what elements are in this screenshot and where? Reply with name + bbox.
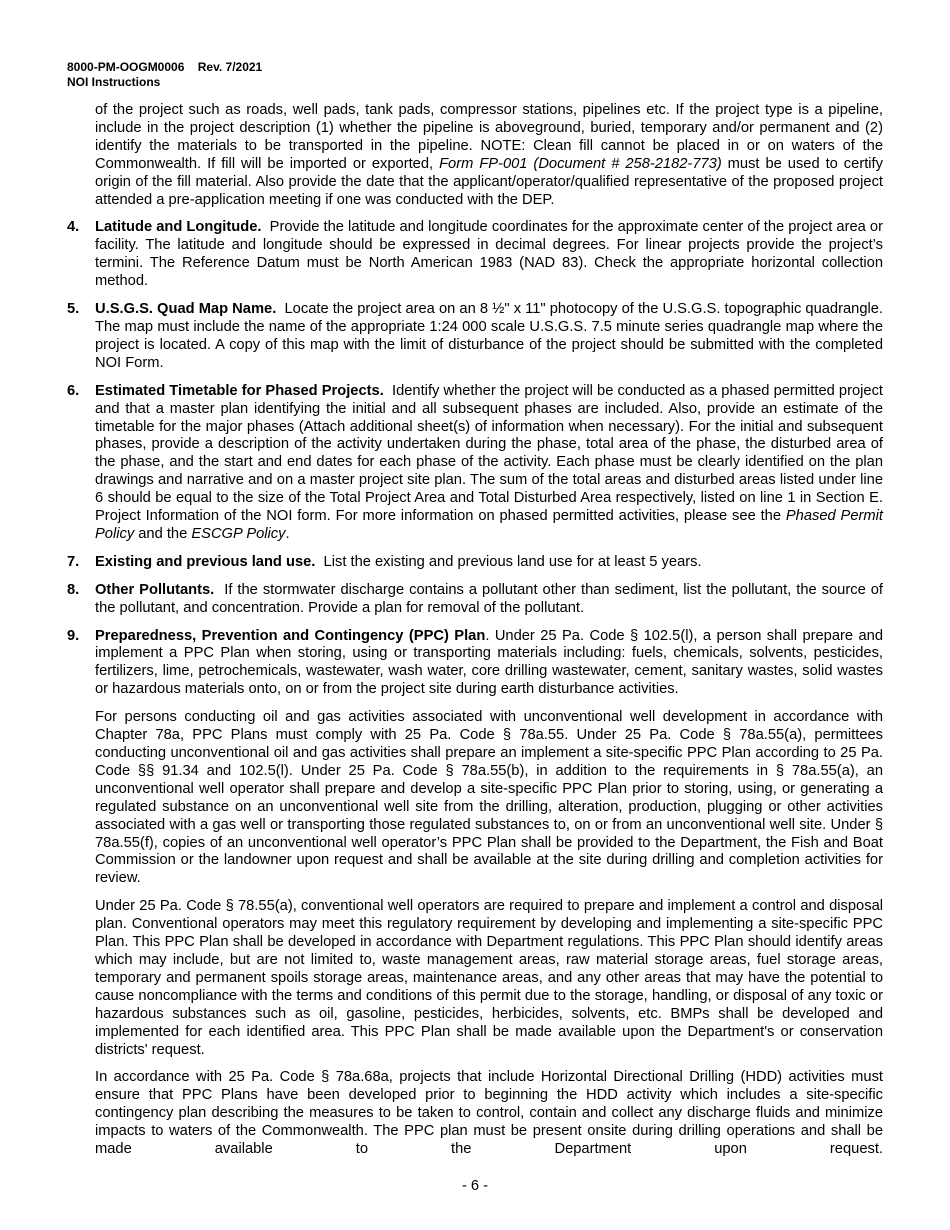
- item-number: 7.: [67, 553, 80, 570]
- item-number: 8.: [67, 581, 80, 598]
- item-title: Other Pollutants.: [95, 581, 215, 598]
- continuation-paragraph: of the project such as roads, well pads, tank pads, compressor stations, pipelines etc. If the project type is a pipeline, include in the project description (1) whether the pipeline is aboveground, buried, temporary and/or permanent and (2) identify the materials to be transported in the pipeline. NOTE: Clean fill cannot be placed in or on waters of the Commonwealth. If fill will be imported or exported, Form FP-001 (Document # 258-2182-773) must be used to certify origin of the fill material. Also provide the date that the applicant/operator/qualified representative of the proposed project attended a pre-application meeting if one was conducted with the DEP.: [95, 102, 883, 208]
- item-latitude-longitude: [67, 219, 883, 291]
- item-quad-map-name: [67, 301, 883, 373]
- item-number: 5.: [67, 301, 80, 318]
- document-header: [67, 60, 262, 90]
- item-title: Estimated Timetable for Phased Projects.: [95, 382, 384, 399]
- form-reference: Form FP-001 (Document # 258-2182-773): [439, 155, 722, 172]
- page-number: - 6 -: [461, 1178, 489, 1194]
- item-text: Identify whether the project will be conducted as a phased permitted project and that a master plan identifying the initial and all subsequent phases are included. Also, provide an estimate of the timetable for the major phases (Attach additional sheet(s) of information when necessary). For the initial and subsequent phases, provide a description of the activity undertaken during the phase, total area of the phase, the disturbed area of the phase, and the start and end dates for each phase of the activity. Each phase must be clearly identified on the plan drawings and narrative and on a master project site plan. The sum of the total areas and disturbed areas listed under line 6 should be equal to the size of the Total Project Area and Total Disturbed Area respectively, listed on line 1 in Section E. Project Information of the NOI form. For more information on phased permitted activities, please see the: [95, 382, 883, 525]
- item-land-use: [67, 553, 883, 572]
- item-text: List the existing and previous land use for at least 5 years.: [323, 553, 702, 570]
- doc-number: 8000-PM-OOGM0006: [67, 60, 185, 74]
- item-title: Preparedness, Prevention and Contingency (PPC) Plan: [95, 627, 486, 644]
- item-title: Latitude and Longitude.: [95, 219, 262, 236]
- document-body: [67, 102, 883, 1169]
- item-title: U.S.G.S. Quad Map Name.: [95, 301, 277, 318]
- item-text: Locate the project area on an 8 ½" x 11" photocopy of the U.S.G.S. topographic quadrangle. The map must include the name of the appropriate 1:24 000 scale U.S.G.S. 7.5 minute series quadrangle map where the project is located. A copy of this map with the limit of disturbance of the project should be submitted with the completed NOI Form.: [95, 301, 883, 371]
- ppc-paragraph-unconventional: For persons conducting oil and gas activities associated with unconventional well development in accordance with Chapter 78a, PPC Plans must comply with 25 Pa. Code § 78a.55. Under 25 Pa. Code § 78a.55(a), permittees conducting unconventional oil and gas activities shall prepare an implement a site-specific PPC Plan according to 25 Pa. Code §§ 91.34 and 102.5(l). Under 25 Pa. Code § 78a.55(b), in addition to the requirements in § 78a.55(a), an unconventional well operator shall prepare and develop a site-specific PPC Plan prior to storing, using, or generating a regulated substance on an unconventional well site from the drilling, alteration, production, plugging or other activities associated with a gas well or transporting those regulated substances to, on or from an unconventional well site. Under § 78a.55(f), copies of an unconventional well operator’s PPC Plan shall be provided to the Department, the Fish and Boat Commission or the landowner upon request and shall be available at the site during drilling and completion activities for review.: [95, 709, 883, 887]
- doc-subtitle: NOI Instructions: [67, 75, 161, 89]
- item-text: Provide the latitude and longitude coordinates for the approximate center of the project area or facility. The latitude and longitude should be expressed in decimal degrees. For linear projects provide the project’s termini. The Reference Datum must be North American 1983 (NAD 83). Check the appropriate horizontal collection method.: [95, 219, 883, 290]
- ppc-paragraph-conventional: Under 25 Pa. Code § 78.55(a), conventional well operators are required to prepare and implement a control and disposal plan. Conventional operators may meet this regulatory requirement by developing and implementing a site-specific PPC Plan. This PPC Plan shall be developed in accordance with Department regulations. This PPC Plan should identify areas which may include, but are not limited to, waste management areas, raw material storage areas, fuel storage areas, temporary and permanent spoils storage areas, maintenance areas, and any other areas that may have the potential to cause noncompliance with the terms and conditions of this permit due to the storage, handling, or disposal of any toxic or hazardous substances such as oil, gasoline, pesticides, herbicides, solvents, etc. BMPs shall be developed and implemented for each identified area. This PPC Plan shall be made available upon the Department's or conservation districts' request.: [95, 898, 883, 1058]
- escgp-policy-ref: ESCGP Policy: [191, 525, 286, 542]
- item-number: 9.: [67, 627, 80, 644]
- item-text: If the stormwater discharge contains a pollutant other than sediment, list the pollutant, the source of the pollutant, and concentration. Provide a plan for removal of the pollutant.: [95, 581, 883, 616]
- item-other-pollutants: [67, 581, 883, 618]
- revision: Rev. 7/2021: [197, 60, 263, 74]
- item-number: 4.: [67, 219, 80, 236]
- item-phased-timetable: 6. Estimated Timetable for Phased Projects. Identify whether the project will be conducted as a phased permitted project and that a master plan identifying the initial and all subsequent phases are included. Also, provide an estimate of the timetable for the major phases (Attach additional sheet(s) of information when necessary). For the initial and subsequent phases, provide a description of the activity undertaken during the phase, total area of the phase, the disturbed area of the phase, and the start and end dates for each phase of the activity. Each phase must be clearly identified on the plan drawings and narrative and on a master project site plan. The sum of the total areas and disturbed areas listed under line 6 should be equal to the size of the Total Project Area and Total Disturbed Area respectively, listed on line 1 in Section E. Project Information of the NOI form. For more information on phased permitted activities, please see the Phased Permit Policy and the ESCGP Policy.: [67, 382, 883, 542]
- item-text: . Under 25 Pa. Code § 102.5(l), a person shall prepare and implement a PPC Plan when storing, using or transporting materials including: fuels, chemicals, solvents, pesticides, fertilizers, lime, petrochemicals, wastewater, wash water, core drilling wastewater, cement, sanitary wastes, solid wastes or hazardous materials onto, on or from the project site during earth disturbance activities.: [95, 627, 883, 698]
- item-number: 6.: [67, 382, 80, 399]
- item-ppc-plan: [67, 627, 883, 700]
- phased-permit-policy-ref: Phased Permit Policy: [95, 508, 883, 542]
- ppc-paragraph-hdd: In accordance with 25 Pa. Code § 78a.68a, projects that include Horizontal Directional Drilling (HDD) activities must ensure that PPC Plans have been developed prior to beginning the HDD activity which includes a site-specific contingency plan describing the measures to be taken to control, contain and collect any discharge fluids and minimize impacts to waters of the Commonwealth. The PPC plan must be present onsite during drilling operations and shall be made available to the Department upon request.: [95, 1069, 883, 1158]
- item-title: Existing and previous land use.: [95, 553, 316, 570]
